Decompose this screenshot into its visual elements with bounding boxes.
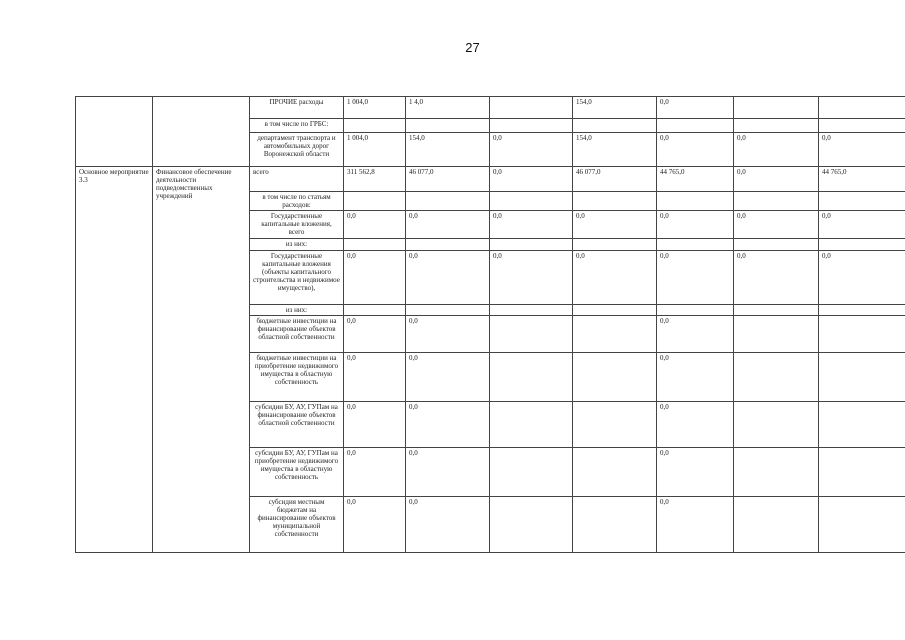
value-cell: 154,0 — [406, 133, 490, 167]
value-cell — [819, 497, 905, 553]
value-cell: 0,0 — [657, 133, 734, 167]
value-cell: 0,0 — [406, 448, 490, 497]
value-cell — [573, 192, 657, 211]
value-cell: 0,0 — [344, 251, 406, 305]
value-cell — [490, 97, 573, 119]
value-cell: 0,0 — [657, 211, 734, 239]
expense-item-label: субсидия местным бюджетам на финансирование объектов муниципальной собственности — [250, 497, 344, 553]
value-cell: 0,0 — [657, 316, 734, 353]
value-cell — [573, 448, 657, 497]
value-cell — [573, 239, 657, 251]
value-cell: 1 004,0 — [344, 133, 406, 167]
value-cell: 0,0 — [344, 316, 406, 353]
table-row — [76, 97, 905, 119]
value-cell — [490, 192, 573, 211]
budget-table — [75, 96, 905, 553]
value-cell — [734, 119, 819, 133]
value-cell: 0,0 — [344, 211, 406, 239]
value-cell: 0,0 — [490, 133, 573, 167]
value-cell — [344, 192, 406, 211]
expense-item-label: ПРОЧИЕ расходы — [250, 97, 344, 119]
expense-item-label: департамент транспорта и автомобильных дорог Воронежской области — [250, 133, 344, 167]
value-cell — [344, 239, 406, 251]
value-cell: 0,0 — [344, 402, 406, 448]
value-cell — [819, 305, 905, 316]
value-cell — [490, 239, 573, 251]
value-cell: 0,0 — [657, 448, 734, 497]
value-cell — [819, 316, 905, 353]
expense-item-label: из них: — [250, 239, 344, 251]
value-cell — [819, 353, 905, 402]
expense-item-label: Государственные капитальные вложения (объекты капитального строительства и недвижимое имущество), — [250, 251, 344, 305]
value-cell — [819, 448, 905, 497]
value-cell — [344, 305, 406, 316]
expense-item-label: в том числе по статьям расходов: — [250, 192, 344, 211]
value-cell — [573, 353, 657, 402]
expense-item-label: бюджетные инвестиции на финансирование объектов областной собственности — [250, 316, 344, 353]
value-cell — [406, 119, 490, 133]
value-cell: 0,0 — [819, 133, 905, 167]
value-cell: 0,0 — [734, 251, 819, 305]
value-cell — [490, 448, 573, 497]
value-cell — [734, 305, 819, 316]
value-cell: 0,0 — [819, 211, 905, 239]
value-cell — [490, 305, 573, 316]
value-cell: 0,0 — [490, 167, 573, 192]
page-number: 27 — [465, 40, 480, 55]
value-cell — [490, 402, 573, 448]
value-cell — [819, 97, 905, 119]
value-cell: 154,0 — [573, 97, 657, 119]
activity-number: Основное мероприятие 3.3 — [76, 167, 153, 553]
value-cell — [490, 119, 573, 133]
value-cell — [490, 316, 573, 353]
value-cell: 0,0 — [406, 316, 490, 353]
value-cell — [819, 239, 905, 251]
value-cell — [490, 497, 573, 553]
value-cell — [734, 97, 819, 119]
expense-item-label: в том числе по ГРБС: — [250, 119, 344, 133]
value-cell — [406, 192, 490, 211]
value-cell: 46 077,0 — [573, 167, 657, 192]
value-cell — [657, 192, 734, 211]
value-cell — [819, 192, 905, 211]
value-cell — [657, 119, 734, 133]
value-cell: 0,0 — [657, 497, 734, 553]
value-cell — [734, 192, 819, 211]
expense-item-label: всего — [250, 167, 344, 192]
empty-cell — [153, 97, 250, 167]
table-row — [76, 167, 905, 192]
value-cell: 44 765,0 — [819, 167, 905, 192]
value-cell — [573, 119, 657, 133]
value-cell — [819, 119, 905, 133]
value-cell: 0,0 — [734, 167, 819, 192]
value-cell — [657, 239, 734, 251]
value-cell — [734, 353, 819, 402]
value-cell: 0,0 — [819, 251, 905, 305]
value-cell: 0,0 — [734, 211, 819, 239]
empty-cell — [76, 97, 153, 167]
value-cell — [734, 402, 819, 448]
value-cell — [657, 305, 734, 316]
value-cell — [734, 497, 819, 553]
value-cell: 0,0 — [657, 353, 734, 402]
value-cell: 0,0 — [406, 497, 490, 553]
value-cell: 44 765,0 — [657, 167, 734, 192]
value-cell: 311 562,8 — [344, 167, 406, 192]
value-cell: 0,0 — [406, 251, 490, 305]
value-cell: 1 004,0 — [344, 97, 406, 119]
value-cell: 154,0 — [573, 133, 657, 167]
value-cell — [573, 316, 657, 353]
expense-item-label: субсидии БУ, АУ, ГУПам на финансирование объектов областной собственности — [250, 402, 344, 448]
value-cell — [819, 402, 905, 448]
value-cell — [734, 316, 819, 353]
activity-name: Финансовое обеспечение деятельности подведомственных учреждений — [153, 167, 250, 553]
value-cell: 0,0 — [344, 497, 406, 553]
value-cell: 0,0 — [734, 133, 819, 167]
value-cell: 0,0 — [657, 97, 734, 119]
value-cell: 0,0 — [490, 211, 573, 239]
value-cell — [734, 239, 819, 251]
expense-item-label: субсидии БУ, АУ, ГУПам на приобретение недвижимого имущества в областную собственность — [250, 448, 344, 497]
value-cell: 0,0 — [490, 251, 573, 305]
expense-item-label: бюджетные инвестиции на приобретение недвижимого имущества в областную собственность — [250, 353, 344, 402]
value-cell: 0,0 — [344, 448, 406, 497]
value-cell: 0,0 — [406, 353, 490, 402]
value-cell — [734, 448, 819, 497]
value-cell — [344, 119, 406, 133]
expense-item-label: из них: — [250, 305, 344, 316]
value-cell: 0,0 — [573, 251, 657, 305]
value-cell — [490, 353, 573, 402]
value-cell — [406, 305, 490, 316]
value-cell: 46 077,0 — [406, 167, 490, 192]
value-cell — [573, 305, 657, 316]
value-cell — [406, 239, 490, 251]
value-cell — [573, 402, 657, 448]
value-cell: 0,0 — [344, 353, 406, 402]
value-cell: 0,0 — [573, 211, 657, 239]
value-cell: 1 4,0 — [406, 97, 490, 119]
value-cell: 0,0 — [406, 211, 490, 239]
value-cell: 0,0 — [406, 402, 490, 448]
value-cell: 0,0 — [657, 402, 734, 448]
expense-item-label: Государственные капитальные вложения, всего — [250, 211, 344, 239]
value-cell — [573, 497, 657, 553]
value-cell: 0,0 — [657, 251, 734, 305]
